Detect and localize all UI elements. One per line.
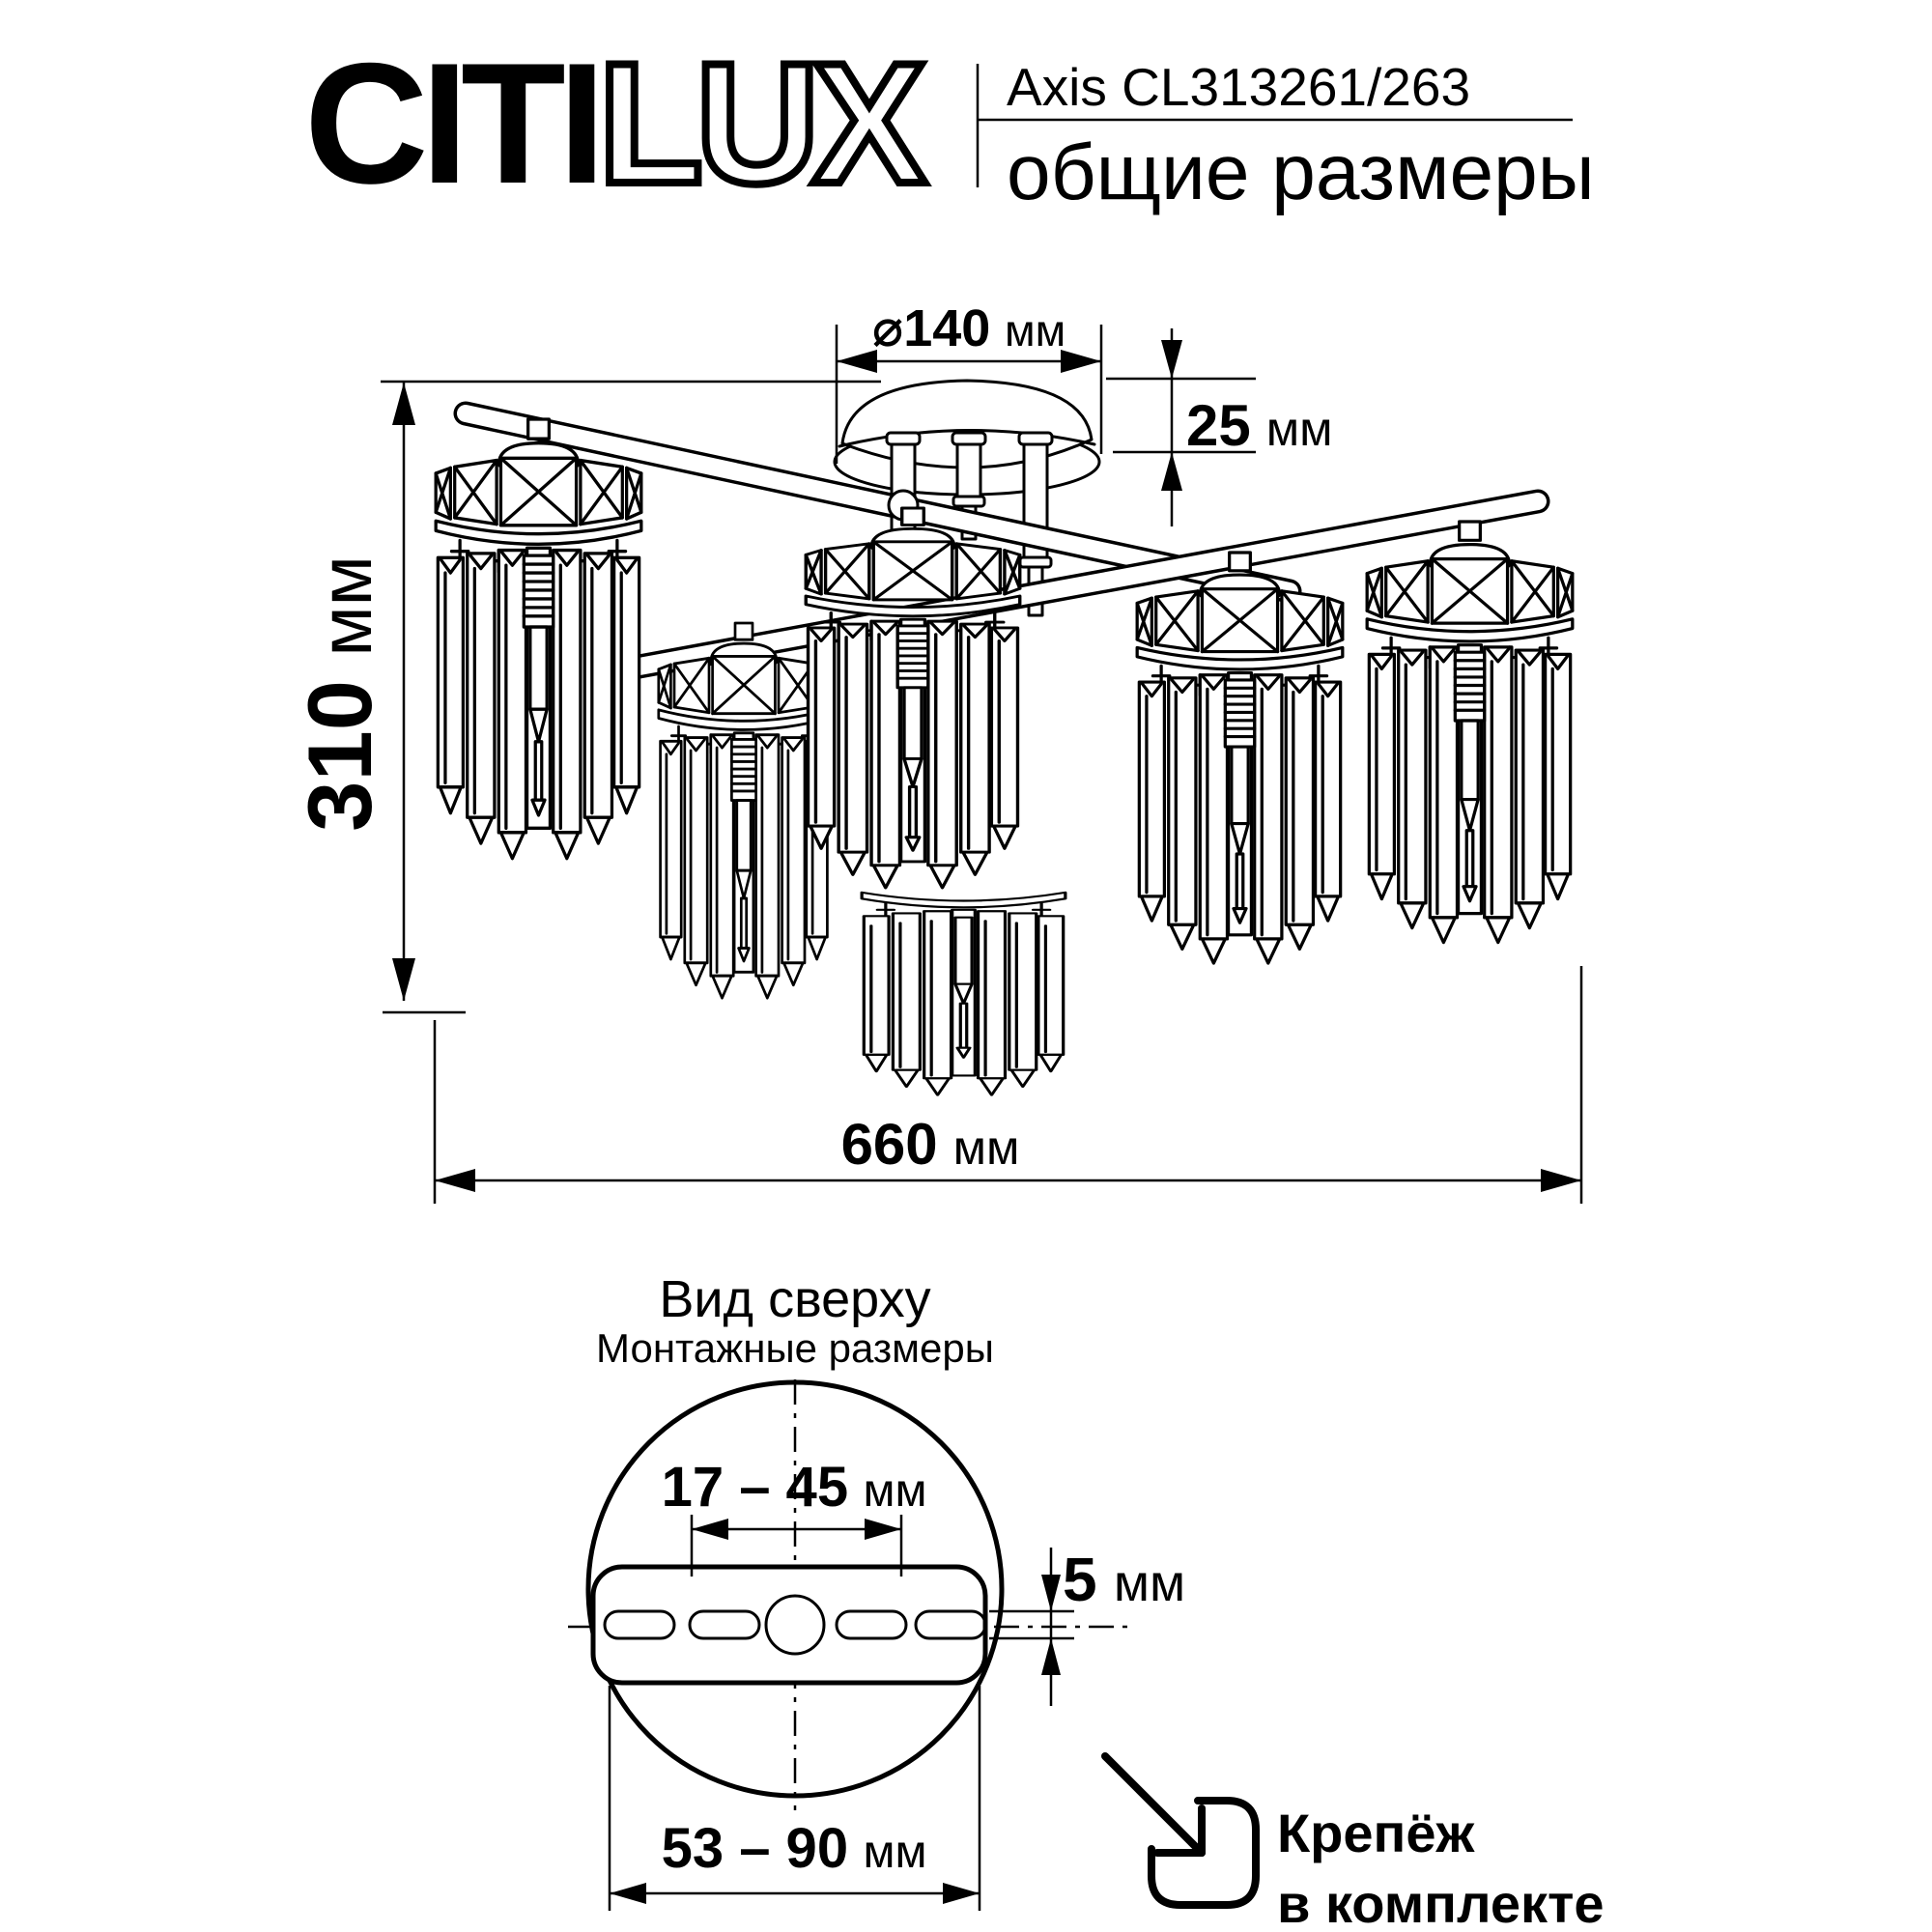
crystal-shade: [659, 623, 829, 998]
fasteners-included-icon: [1105, 1756, 1256, 1905]
canopy-stem: [887, 433, 920, 543]
brand-logo: [304, 27, 920, 219]
label-fixture-height: 310мм: [289, 555, 390, 832]
brand-logo-citi: CITI: [304, 27, 599, 219]
crystal-shade-lower-tier: [862, 893, 1065, 1095]
top-view-subtitle: Монтажные размеры: [596, 1325, 994, 1371]
crystal-shade: [436, 419, 641, 859]
crystal-shade: [806, 508, 1019, 888]
label-fixture-width: 660 мм: [840, 1112, 1020, 1177]
crystal-shade: [1137, 553, 1343, 963]
model-title: Axis CL313261/263: [1007, 57, 1471, 117]
label-canopy-height: 25 мм: [1186, 393, 1333, 458]
brand-logo-lux: LUX: [598, 27, 920, 219]
label-outer-slot-span: 53 – 90 мм: [661, 1817, 927, 1880]
top-view-title: Вид сверху: [659, 1270, 931, 1328]
label-inner-slot-span: 17 – 45 мм: [661, 1456, 927, 1519]
fasteners-note-line1: Крепёж: [1277, 1803, 1475, 1863]
page-subtitle: общие размеры: [1007, 128, 1595, 216]
mounting-bracket: [593, 1567, 985, 1683]
fasteners-note-line2: в комплекте: [1277, 1872, 1605, 1932]
fasteners-note: [1277, 1799, 1605, 1932]
label-slot-width: 5 мм: [1063, 1545, 1186, 1614]
crystal-shade: [1367, 522, 1573, 943]
label-canopy-diameter: ⌀140 мм: [871, 299, 1066, 357]
